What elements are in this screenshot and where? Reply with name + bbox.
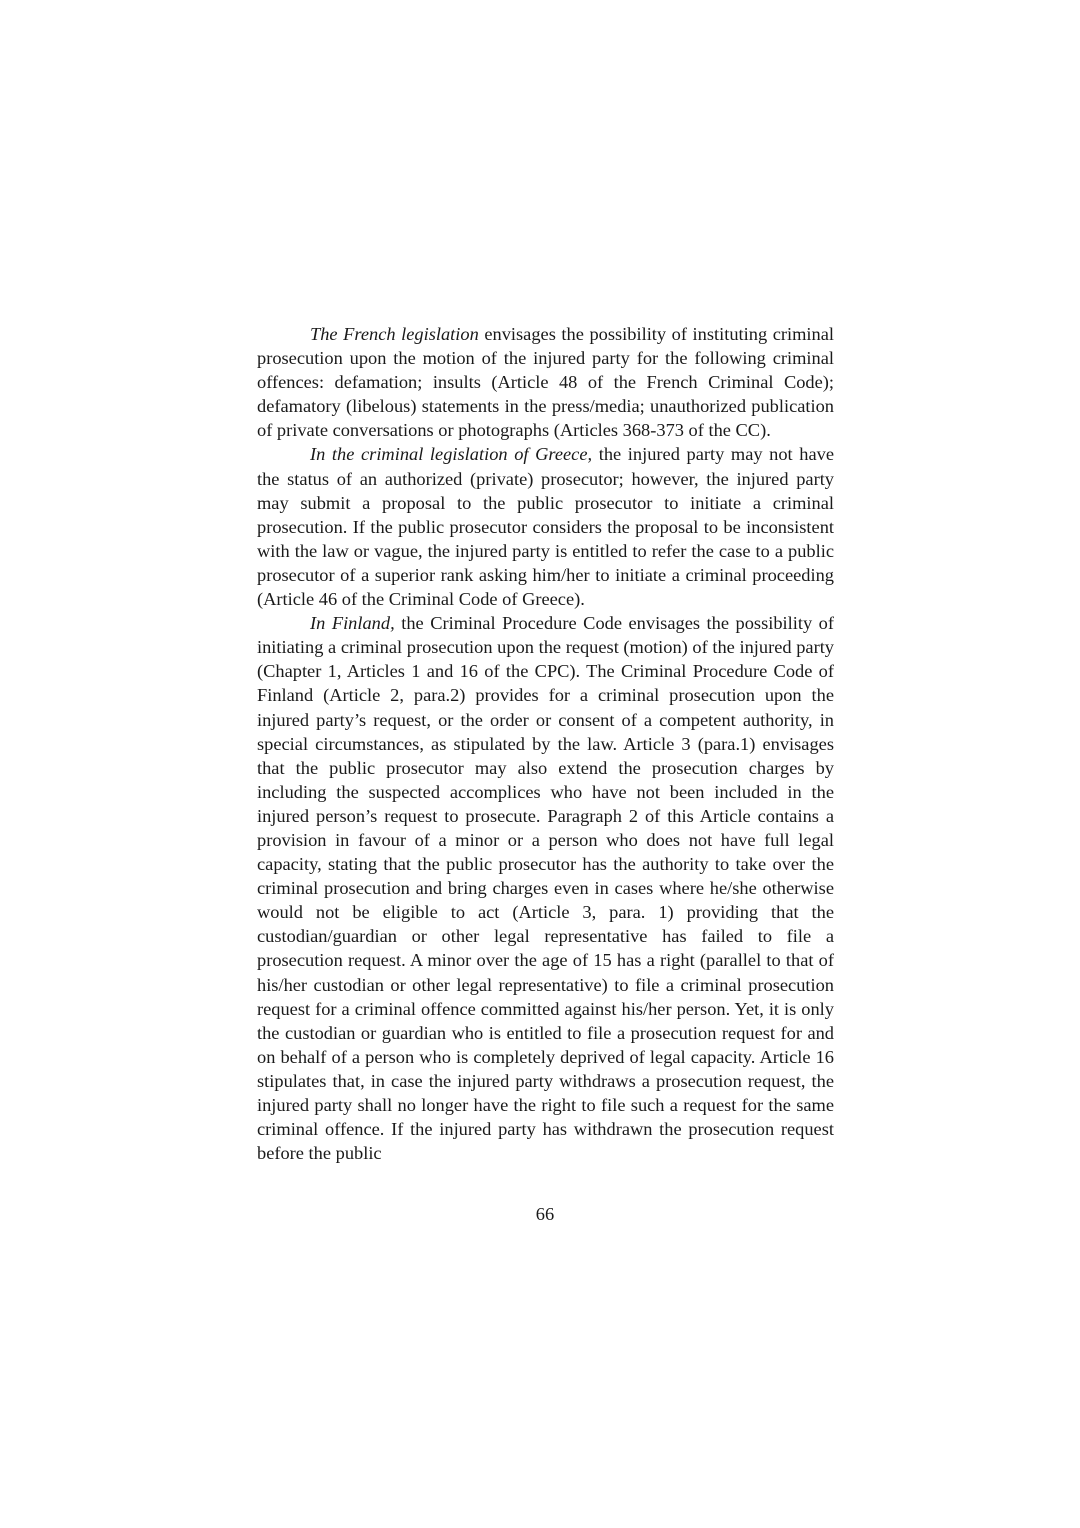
- page-number: 66: [535, 1204, 555, 1224]
- paragraph-french-legislation: [257, 322, 834, 442]
- body-text: [257, 322, 834, 1165]
- paragraph-lead-italic: In Finland,: [310, 613, 395, 634]
- paragraph-body: the Criminal Procedure Code envisages the possibility of initiating a criminal prosecution upon the request (motion) of the injured party (Chapter 1, Articles 1 and 16 of the CPC). The Criminal Procedure Code of Finland (Article 2, para.2) provides for a criminal prosecution upon the injured party’s request, or the order or consent of a competent authority, in special circumstances, as stipulated by the law. Article 3 (para.1) envisages that the public prosecutor may also extend the prosecution charges by including the suspected accomplices who have not been included in the injured person’s request to prosecute. Paragraph 2 of this Article contains a provision in favour of a minor or a person who does not have full legal capacity, stating that the public prosecutor has the authority to take over the criminal prosecution and bring charges even in cases where he/she otherwise would not be eligible to act (Article 3, para. 1) providing that the custodian/guardian or other legal representative has failed to file a prosecution request. A minor over the age of 15 has a right (parallel to that of his/her custodian or other legal representative) to file a criminal prosecution request for a criminal offence committed against his/her person. Yet, it is only the custodian or guardian who is entitled to file a prosecution request for and on behalf of a person who is completely deprived of legal capacity. Article 16 stipulates that, in case the injured party withdraws a prosecution request, the injured party shall no longer have the right to file such a request for the same criminal offence. If the injured party has withdrawn the prosecution request before the public: [257, 613, 835, 1164]
- paragraph-body: envisages the possibility of instituting criminal prosecution upon the motion of the injured party for the following criminal offences: defamation; insults (Article 48 of the French Criminal Code); defamatory (libelous) statements in the press/media; unauthorized publication of private conversations or photographs (Articles 368-373 of the CC).: [257, 324, 834, 441]
- paragraph-lead-italic: The French legislation: [310, 324, 479, 344]
- paragraph-greece-legislation: [257, 442, 834, 611]
- paragraph-body: the injured party may not have the status of an authorized (private) prosecutor; however, the injured party may submit a proposal to the public prosecutor to initiate a criminal prosecution. If the public prosecutor considers the proposal to be inconsistent with the law or vague, the injured party is entitled to refer the case to a public prosecutor of a superior rank asking him/her to initiate a criminal proceeding (Article 46 of the Criminal Code of Greece).: [257, 444, 834, 610]
- paragraph-lead-italic: In the criminal legislation of Greece,: [310, 444, 593, 465]
- paragraph-finland-legislation: [257, 611, 834, 1165]
